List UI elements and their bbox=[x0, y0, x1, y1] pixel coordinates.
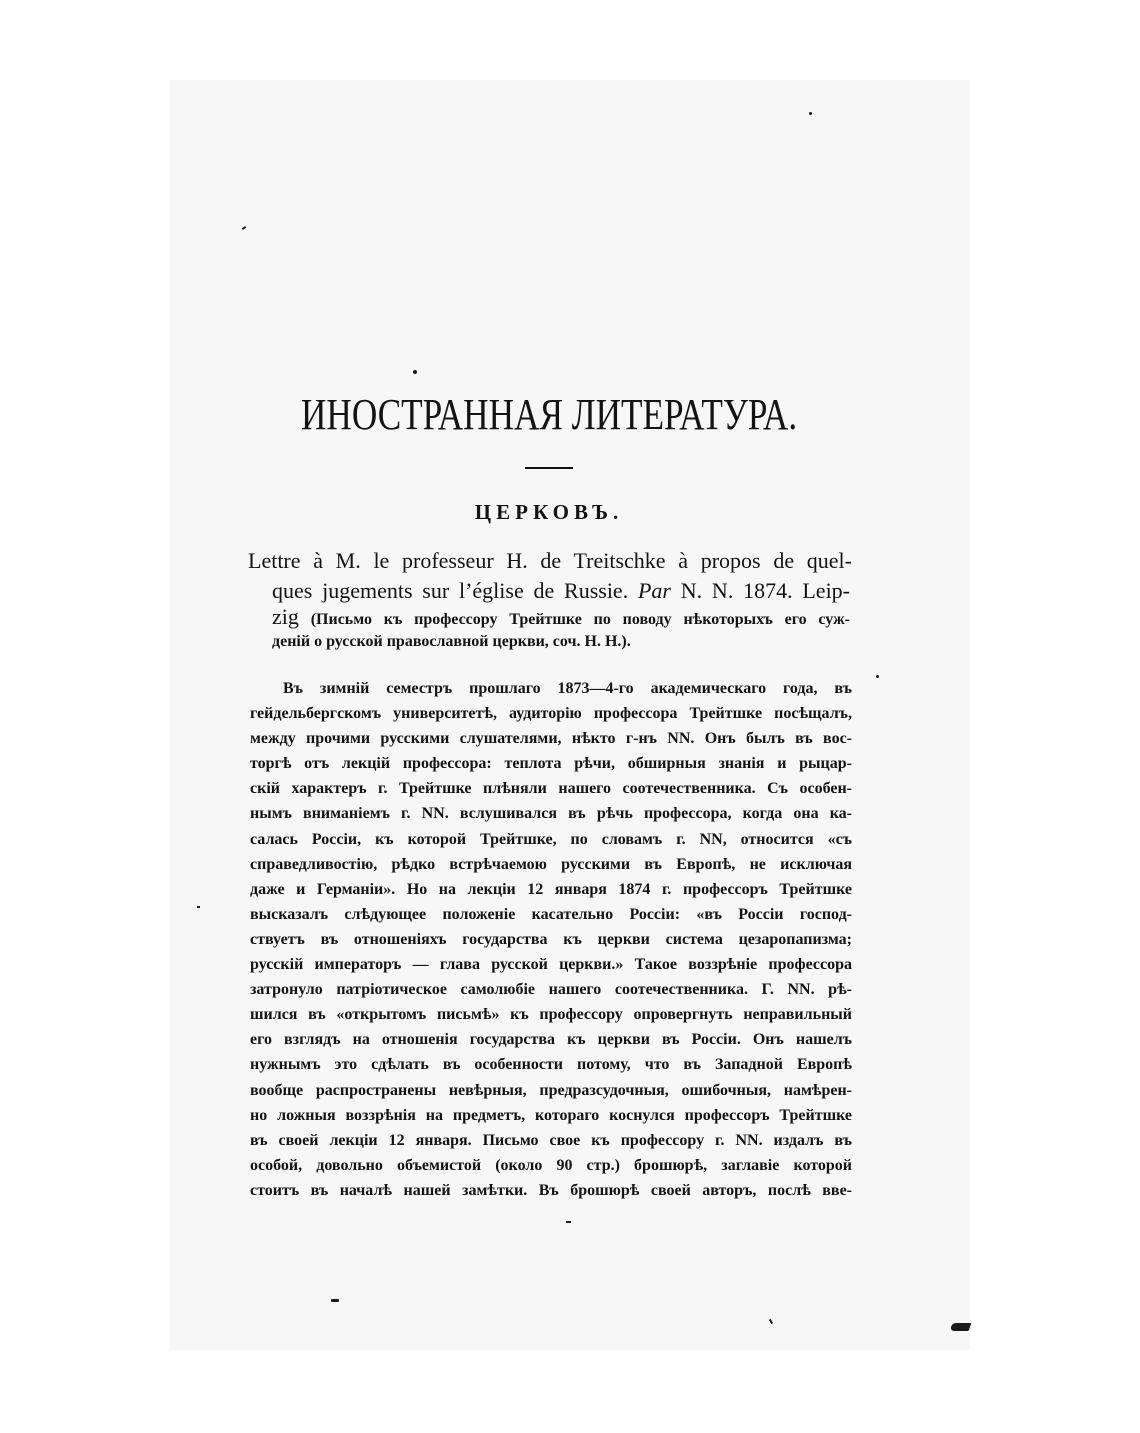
body-line: торгѣ отъ лекцій профессора: теплота рѣчи, обширныя знанія и рыцар- bbox=[250, 755, 852, 773]
entry-author-prefix: Par bbox=[637, 578, 671, 603]
heading-rule bbox=[525, 467, 573, 469]
body-line: нымъ вниманіемъ г. NN. вслушивался въ рѣчь профессора, когда она ка- bbox=[250, 805, 852, 823]
body-paragraph bbox=[250, 676, 852, 1203]
body-line: между прочими русскими слушателями, нѣкто г-нъ NN. Онъ былъ въ вос- bbox=[250, 730, 852, 748]
body-line: особой, довольно объемистой (около 90 стр.) брошюрѣ, заглавіе которой bbox=[250, 1156, 852, 1174]
scan-speck bbox=[950, 1323, 972, 1331]
body-line: справедливостію, рѣдко встрѣчаемою русскими въ Европѣ, не исключая bbox=[250, 855, 852, 873]
bibliographic-entry-line-4: деній о русской православной церкви, соч. Н. Н.). bbox=[272, 633, 631, 650]
body-line: стоитъ въ началѣ нашей замѣтки. Въ брошюрѣ своей авторъ, послѣ вве- bbox=[250, 1181, 852, 1199]
body-line: но ложныя воззрѣнія на предметъ, котораго коснулся профессоръ Трейтшке bbox=[250, 1106, 852, 1124]
scan-speck bbox=[331, 1299, 339, 1302]
body-line: высказалъ слѣдующее положеніе касательно Россіи: «въ Россіи господ- bbox=[250, 905, 852, 923]
body-line: въ своей лекціи 12 января. Письмо свое къ профессору г. NN. издалъ въ bbox=[250, 1131, 852, 1149]
bibliographic-entry-line-1: Lettre à M. le professeur H. de Treitschke à propos de quel- bbox=[248, 548, 852, 573]
body-line: его взглядъ на отношенія государства къ церкви въ Россіи. Онъ нашелъ bbox=[250, 1031, 852, 1049]
bibliographic-entry-line-3 bbox=[272, 604, 850, 630]
bibliographic-entry-line-2 bbox=[272, 577, 850, 605]
entry-place-continuation: zig bbox=[272, 604, 299, 629]
scan-speck bbox=[197, 906, 200, 908]
body-line: Въ зимній семестръ прошлаго 1873—4-го академическаго года, въ bbox=[283, 680, 852, 697]
body-line: русскій императоръ — глава русской церкви.» Такое воззрѣніе профессора bbox=[250, 956, 852, 974]
scan-speck bbox=[413, 370, 417, 374]
body-line: затронуло патріотическое самолюбіе нашего соотечественника. Г. NN. рѣ- bbox=[250, 981, 852, 999]
body-line: скій характеръ г. Трейтшке плѣняли нашего соотечественника. Съ особен- bbox=[250, 780, 852, 798]
page-heading: ИНОСТРАННАЯ ЛИТЕРАТУРА. bbox=[300, 390, 798, 439]
body-line: нужнымъ это сдѣлать въ особенности потому, что въ Западной Европѣ bbox=[250, 1056, 852, 1074]
entry-russian-translation: (Письмо къ профессору Трейтшке по поводу нѣкоторыхъ его суж- bbox=[310, 611, 850, 628]
scan-speck bbox=[809, 112, 812, 115]
body-line: вообще распространены невѣрныя, предразсудочныя, ошибочныя, намѣрен- bbox=[250, 1081, 852, 1099]
body-line: даже и Германіи». Но на лекціи 12 января 1874 г. профессоръ Трейтшке bbox=[250, 880, 852, 898]
body-line: ствуетъ въ отношеніяхъ государства къ церкви система цезаропапизма; bbox=[250, 930, 852, 948]
section-title: ЦЕРКОВЪ. bbox=[474, 500, 624, 524]
body-line: салась Россіи, къ которой Трейтшке, по словамъ г. NN, относится «съ bbox=[250, 830, 852, 848]
entry-author-year-place: N. N. 1874. Leip- bbox=[680, 578, 850, 603]
entry-title-continuation: ques jugements sur l’église de Russie. bbox=[272, 578, 629, 603]
scan-speck bbox=[876, 675, 879, 678]
scan-speck bbox=[566, 1221, 571, 1223]
page-heading-wrap bbox=[149, 390, 949, 440]
body-line: гейдельбергскомъ университетѣ, аудиторію профессора Трейтшке посѣщалъ, bbox=[250, 705, 852, 723]
body-line: шился въ «открытомъ письмѣ» къ профессору опровергнуть неправильный bbox=[250, 1006, 852, 1024]
